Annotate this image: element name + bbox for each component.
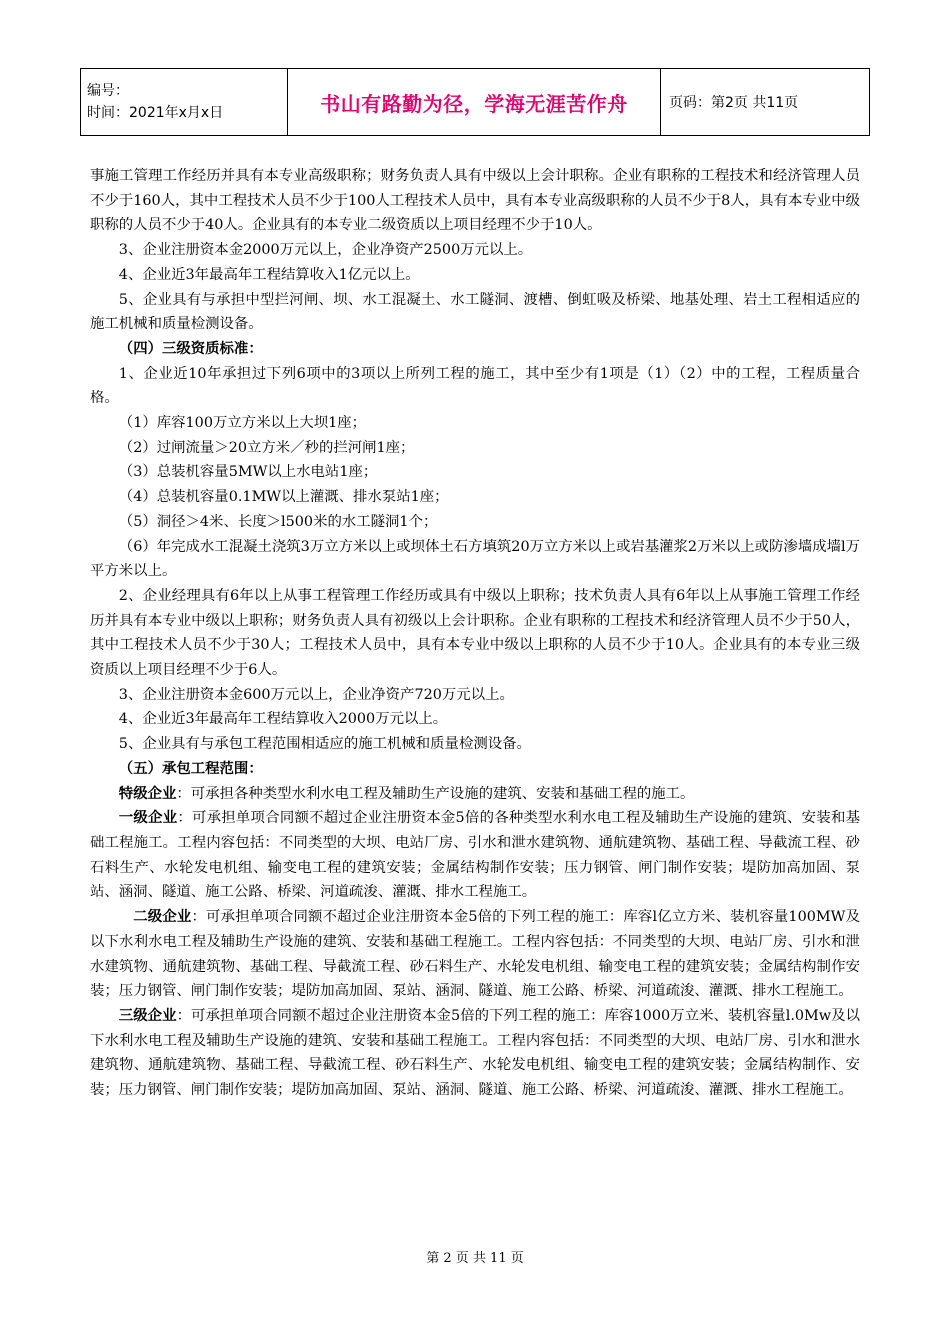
paragraph: 2、企业经理具有6年以上从事工程管理工作经历或具有中级以上职称；技术负责人具有6年以上从事施工管理工作经历并具有本专业中级以上职称；财务负责人具有初级以上会计职称。企业有职称的工程技术和经济管理人员不少于50人，其中工程技术人员不少于30人；工程技术人员中，具有本专业中级以上职称的人员不少于10人。企业具有的本专业三级资质以上项目经理不少于6人。 bbox=[90, 587, 860, 679]
paragraph: 5、企业具有与承担中型拦河闸、坝、水工混凝土、水工隧洞、渡槽、倒虹吸及桥梁、地基处理、岩土工程相适应的施工机械和质量检测设备。 bbox=[90, 291, 860, 333]
document-body bbox=[90, 164, 860, 1103]
section-heading bbox=[90, 757, 860, 782]
paragraph: 3、企业注册资本金600万元以上，企业净资产720万元以上。 bbox=[118, 686, 514, 703]
scope-special bbox=[90, 782, 860, 807]
scope-label: 三级企业 bbox=[118, 1006, 177, 1024]
scope-third bbox=[90, 1004, 860, 1103]
scope-label: 一级企业 bbox=[118, 809, 178, 827]
header-motto: 书山有路勤为径，学海无涯苦作舟 bbox=[288, 69, 661, 136]
scope-label: 特级企业 bbox=[118, 784, 177, 802]
page-header bbox=[80, 68, 870, 136]
paragraph: 4、企业近3年最高年工程结算收入2000万元以上。 bbox=[118, 711, 448, 728]
scope-label: 二级企业 bbox=[133, 908, 192, 926]
header-meta bbox=[81, 69, 288, 136]
scope-text: ：可承担单项合同额不超过企业注册资本金5倍的下列工程的施工：库容1000万立米、装机容量l.0Mw及以下水利水电工程及辅助生产设施的建筑、安装和基础工程施工。工程内容包括：不同类型的大坝、电站厂房、引水和泄水建筑物、通航建筑物、基础工程、导截流工程、砂石料生产、水轮发电机组、输变电工程的建筑安装；金属结构制作、安装；压力钢管、闸门制作安装；堤防加高加固、泵站、涵洞、隧道、施工公路、桥梁、河道疏浚、灌溉、排水工程施工。 bbox=[90, 1007, 860, 1099]
paragraph: 1、企业近10年承担过下列6项中的3项以上所列工程的施工，其中至少有1项是（1）（2）中的工程，工程质量合格。 bbox=[90, 365, 860, 407]
list-item: （5）洞径＞4米、长度＞l500米的水工隧洞1个； bbox=[118, 513, 438, 530]
paragraph: 3、企业注册资本金2000万元以上，企业净资产2500万元以上。 bbox=[118, 242, 533, 259]
scope-text: ：可承担单项合同额不超过企业注册资本金5倍的各种类型水利水电工程及辅助生产设施的建筑、安装和基础工程施工。工程内容包括：不同类型的大坝、电站厂房、引水和泄水建筑物、通航建筑物、基础工程、导截流工程、砂石料生产、水轮发电机组、输变电工程的建筑安装；金属结构制作安装；压力钢管、闸门制作安装；堤防加高加固、泵站、涵洞、隧道、施工公路、桥梁、河道疏浚、灌溉、排水工程施工。 bbox=[90, 810, 860, 901]
paragraph: 5、企业具有与承包工程范围相适应的施工机械和质量检测设备。 bbox=[118, 736, 531, 753]
list-item: （6）年完成水工混凝土浇筑3万立方米以上或坝体土石方填筑20万立方米以上或岩基灌浆2万米以上或防渗墙成墙l万平方米以上。 bbox=[90, 538, 860, 580]
document-time: 时间：2021年x月x日 bbox=[87, 105, 224, 121]
list-item: （3）总装机容量5MW以上水电站1座； bbox=[118, 464, 378, 481]
list-item: （4）总装机容量0.1MW以上灌溉、排水泵站1座； bbox=[118, 489, 449, 506]
page-footer: 第 2 页 共 11 页 bbox=[426, 1251, 524, 1266]
document-number: 编号： bbox=[87, 83, 129, 99]
section-heading bbox=[90, 337, 860, 362]
list-item: （1）库容100万立方米以上大坝1座； bbox=[118, 415, 367, 432]
scope-text: ：可承担各种类型水利水电工程及辅助生产设施的建筑、安装和基础工程的施工。 bbox=[176, 785, 695, 802]
list-item: （2）过闸流量＞20立方米／秒的拦河闸1座； bbox=[118, 439, 415, 456]
scope-first bbox=[90, 806, 860, 905]
paragraph: 事施工管理工作经历并具有本专业高级职称；财务负责人具有中级以上会计职称。企业有职称的工程技术和经济管理人员不少于160人，其中工程技术人员不少于100人工程技术人员中，具有本专业高级职称的人员不少于8人，具有本专业中级职称的人员不少于40人。企业具有的本专业二级资质以上项目经理不少于10人。 bbox=[90, 168, 860, 234]
section-heading-text: （四）三级资质标准： bbox=[118, 339, 263, 357]
scope-second bbox=[90, 905, 860, 1004]
scope-text: ：可承担单项合同额不超过企业注册资本金5倍的下列工程的施工：库容l亿立方米、装机容量100MW及以下水利水电工程及辅助生产设施的建筑、安装和基础工程施工。工程内容包括：不同类型的大坝、电站厂房、引水和泄水建筑物、通航建筑物、基础工程、导截流工程、砂石料生产、水轮发电机组、输变电工程的建筑安装；金属结构制作安装；压力钢管、闸门制作安装；堤防加高加固、泵站、涵洞、隧道、施工公路、桥梁、河道疏浚、灌溉、排水工程施工。 bbox=[90, 909, 860, 1000]
paragraph: 4、企业近3年最高年工程结算收入1亿元以上。 bbox=[118, 266, 420, 283]
header-page-info: 页码：第2页 共11页 bbox=[661, 69, 870, 136]
section-heading-text: （五）承包工程范围： bbox=[118, 759, 263, 777]
